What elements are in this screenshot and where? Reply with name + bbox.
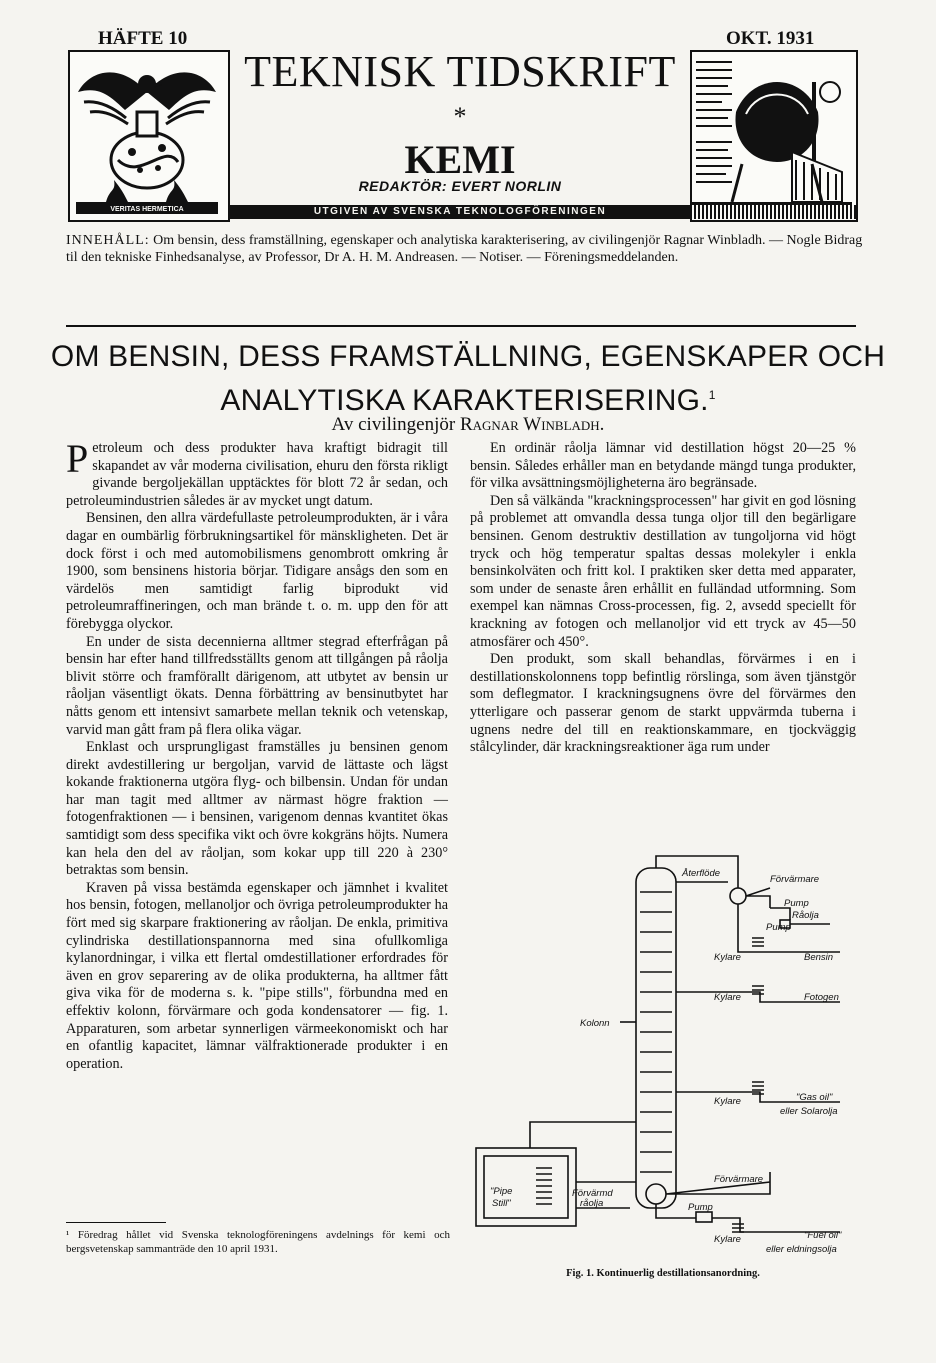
label-forvarmare-top: Förvärmare [770,874,820,885]
laboratory-illustration-icon [690,50,858,222]
label-kylare-2: Kylare [714,992,741,1003]
paragraph: En under de sista decennierna alltmer stegrad efterfrågan på bensin har efter hand tillfredsställts genom att tillgången på råolja blivit större och framförallt därigenom, att utbytet av bensin ur råoljan väsentligt ökats. Denna förbättring av bensinutbytet har nåtts genom ett intensivt samarbete mellan teknik och vetenskap, varvid man gått fram på flera olika vägar. [66,633,448,738]
paragraph: Bensinen, den allra värdefullaste petroleumprodukten, är i våra dagar en oumbärlig förbrukningsartikel för mänskligheten. Det är dock först i och med automobilismens genombrott omkring år 1900, som bensinens historia börjar. Tidigare ansågs den som en värdelös men samtidigt farlig biprodukt vid petroleumraffineringen, och man brände t. o. m. upp den för att förebygga olyckor. [66,510,448,632]
publisher-band: UTGIVEN AV SVENSKA TEKNOLOGFÖRENINGEN [230,205,690,219]
paragraph: En ordinär råolja lämnar vid destillation högst 20—25 % bensin. Således erhåller man en betydande mängd tunga produkter, för vilka avsättningsmöjligheterna äro begränsade. [470,440,856,492]
label-eldningsolja: eller eldningsolja [766,1244,837,1255]
contents-label: INNEHÅLL: [66,233,150,248]
footnote: ¹ Föredrag hållet vid Svenska teknologföreningens avdelnings för kemi och bergsvetenskap sammanträde den 10 april 1931. [66,1229,450,1255]
label-pipe-still-1: "Pipe [490,1186,513,1197]
label-pipe-still-2: Still" [492,1198,511,1209]
title-footnote-marker: 1 [708,388,716,402]
paragraph: Enklast och ursprungligast framställes ju bensinen genom direkt avdestillering ur bergoljan, varvid de lättaste och lägst kokande fraktionerna utgöra flyg- och bilbensin. Undan för undan har man tagit med alltmer av närmast högre fraktion — fotogenfraktionen — i bensinen, varigenom dennas kvantitet ökas samtidigt som dess specifika vikt och övre kokgräns höjts. Numera kan hela den del av råoljan, som kokar upp till 220 à 230° betraktas som bensin. [66,739,448,879]
article-title-line2: ANALYTISKA KARAKTERISERING. [220,384,709,417]
editor-line: REDAKTÖR: EVERT NORLIN [358,178,562,194]
label-kolonn: Kolonn [580,1018,610,1029]
label-raolja-top: Råolja [792,910,819,921]
label-kylare-3: Kylare [714,1096,741,1107]
paragraph: Den produkt, som skall behandlas, förvärmes i en i destillationskolonnens topp befintlig rörslinga, som även tjänstgör som deflegmator. I krackningsugnens övre del förvärmes den ytterligare och passerar genom de starkt uppvärmda tuberna i ugnens nedre del till en reaktionskammare, en tjockväggig stålcylinder, där krackningsreaktioner äga rum under [470,651,856,756]
contents-text: Om bensin, dess framställning, egenskaper och analytiska karakterisering, av civilingenjör Ragnar Winbladh. — Nogle Bidrag til den tekniske Finhedsanalyse, av Professor, Dr A. H. M. Andreasen. — Notiser. — Föreningsmeddelanden. [66,233,863,265]
label-aterflode: Återflöde [682,868,721,879]
paragraph: Petroleum och dess produkter hava kraftigt bidragit till skapandet av vår moderna civilisation, ehuru den första rikligt givande bergoljekällan upptäcktes för blott 72 år sedan, och petroleumindustrien således är av mycket ungt datum. [66,436,448,509]
footnote-divider [66,1222,166,1223]
label-gas-oil: "Gas oil" [796,1092,833,1103]
label-forvarmd-1: Förvärmd [572,1188,613,1199]
paragraph: Kraven på vissa bestämda egenskaper och jämnhet i kvalitet hos bensin, fotogen, mellanoljor och övriga petroleumprodukter ha fört med sig skarpare fraktionering av råoljan. De enkla, primitiva cylindriska destillationspannorna med sina ofullkomliga kylanordningar, i vilka ett flertal omdestillationer erfordrades för även en grov separering av de olika produkterna, ha alltmer fått giva vika för de moderna s. k. "pipe stills", förbundna med en effektiv kolonn, förvärmare och goda kondensatorer — fig. 1. Apparaturen, som arbetar synnerligen värmeekonomiskt och har en ofantlig kapacitet, lämnar välfraktionerade produkter i en operation. [66,879,448,1072]
label-pump-bottom: Pump [688,1202,713,1213]
issue-date: OKT. 1931 [726,28,815,49]
author-name: Ragnar Winbladh. [459,414,605,435]
byline-prefix: Av civilingenjör [331,414,456,435]
publication-title: TEKNISK TIDSKRIFT [244,47,676,96]
article-title-line1: OM BENSIN, DESS FRAMSTÄLLNING, EGENSKAPER OCH [50,340,886,373]
label-kylare-1: Kylare [714,952,741,963]
table-of-contents [66,232,866,266]
divider [66,325,856,327]
distillation-diagram [470,852,856,1262]
drop-cap: P [66,436,89,481]
emblem-caption: VERITAS HERMETICA [110,206,184,213]
label-bensin: Bensin [804,952,834,963]
section-title: KEMI [404,137,516,182]
article-column-left [66,436,448,1073]
asterisk-ornament: * [453,102,467,131]
byline [68,414,868,436]
article-title [40,338,896,420]
label-forvarmare-bottom: Förvärmare [714,1174,764,1185]
label-pump-small: Pump [766,922,791,933]
figure-caption: Fig. 1. Kontinuerlig destillationsanordning. [566,1268,760,1279]
label-kylare-4: Kylare [714,1234,741,1245]
phoenix-emblem-icon [68,50,230,222]
issue-number: HÄFTE 10 [98,28,188,49]
label-fuel-oil: "Fuel oil" [804,1230,842,1241]
label-pump-top: Pump [784,898,809,909]
label-forvarmd-2: råolja [580,1198,604,1209]
label-fotogen: Fotogen [804,992,839,1003]
decorative-band [690,205,856,219]
label-solarolja: eller Solarolja [780,1106,838,1117]
article-column-right [470,440,856,757]
paragraph: Den så välkända "krackningsprocessen" har givit en god lösning på problemet att omvandla dessa tunga oljor till den begärligare bensinen. Genom destruktiv destillation av tungoljorna vid högt tryck och hög temperatur spaltas dessas molekyler i enkla bensinkolväten och fritt kol. I praktiken sker detta med apparater, som under de senaste åren erhållit en fulländad utformning. Som exempel kan nämnas Cross-processen, fig. 2, avsedd speciellt för krackning av fotogen och mellanoljor vid ett tryck av 45—50 atmosfärer och 450°. [470,492,856,650]
